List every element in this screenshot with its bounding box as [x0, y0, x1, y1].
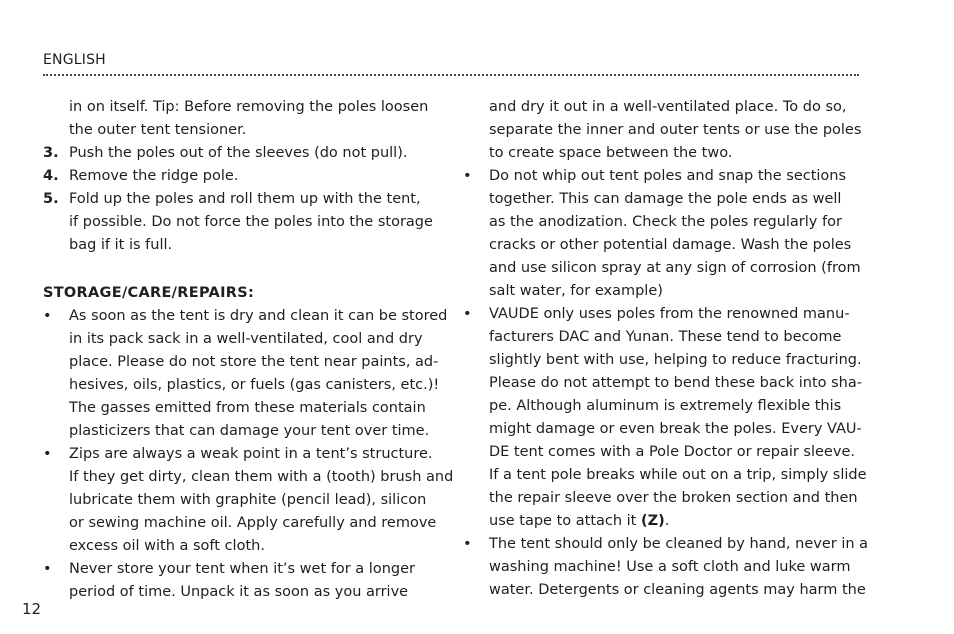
text-line: as the anodization. Check the poles regularly for: [489, 214, 842, 230]
continuation-text: [463, 96, 863, 165]
dotted-divider: [43, 74, 859, 76]
text-line: together. This can damage the pole ends as well: [489, 191, 842, 207]
right-column: [463, 96, 869, 602]
text-line: water. Detergents or cleaning agents may harm the: [489, 582, 866, 598]
text-line: excess oil with a soft cloth.: [69, 538, 265, 554]
bullet-item: [43, 305, 448, 443]
step-item-4: [43, 165, 443, 188]
text-line: If they get dirty, clean them with a (tooth) brush and: [69, 469, 454, 485]
bullet-item: [43, 558, 443, 604]
text-line: bag if it is full.: [69, 237, 173, 253]
text-line: slightly bent with use, helping to reduce fracturing.: [489, 352, 862, 368]
text-line: period of time. Unpack it as soon as you arrive: [69, 584, 409, 600]
figure-reference: (Z): [640, 513, 665, 529]
section-heading: STORAGE/CARE/REPAIRS:: [43, 285, 255, 301]
text-line: to create space between the two.: [489, 145, 733, 161]
text-line: and use silicon spray at any sign of corrosion (from: [489, 260, 861, 276]
text-line: if possible. Do not force the poles into the storage: [69, 214, 433, 230]
text-line: cracks or other potential damage. Wash the poles: [489, 237, 852, 253]
text-line: Remove the ridge pole.: [69, 168, 239, 184]
text-line: washing machine! Use a soft cloth and luke warm: [489, 559, 851, 575]
bullet-marker: •: [43, 446, 52, 462]
bullet-marker: •: [463, 536, 472, 552]
text-line: place. Please do not store the tent near paints, ad-: [69, 354, 439, 370]
text-line: salt water, for example): [489, 283, 663, 299]
step-number: 4.: [43, 168, 59, 184]
section-language-label: ENGLISH: [43, 52, 106, 68]
text-line: hesives, oils, plastics, or fuels (gas canisters, etc.)!: [69, 377, 440, 393]
step-item-3: [43, 142, 443, 165]
text-fragment: use tape to attach it: [489, 513, 641, 529]
bullet-marker: •: [43, 561, 52, 577]
text-line: Never store your tent when it’s wet for a longer: [69, 561, 415, 577]
text-line: The gasses emitted from these materials contain: [69, 400, 426, 416]
text-line: might damage or even break the poles. Every VAU-: [489, 421, 862, 437]
text-line: in on itself. Tip: Before removing the poles loosen: [69, 99, 429, 115]
step-number: 3.: [43, 145, 59, 161]
bullet-item: [463, 533, 869, 602]
text-line: Please do not attempt to bend these back into sha-: [489, 375, 862, 391]
bullet-item: [463, 165, 863, 303]
text-line: Do not whip out tent poles and snap the sections: [489, 168, 847, 184]
left-column: [43, 96, 454, 604]
text-fragment: .: [664, 513, 670, 529]
bullet-item: [43, 443, 454, 558]
text-line: plasticizers that can damage your tent over time.: [69, 423, 430, 439]
text-line: [489, 510, 863, 533]
bullet-marker: •: [463, 168, 472, 184]
bullet-marker: •: [43, 308, 52, 324]
bullet-marker: •: [463, 306, 472, 322]
text-line: lubricate them with graphite (pencil lead), silicon: [69, 492, 427, 508]
text-line: DE tent comes with a Pole Doctor or repair sleeve.: [489, 444, 855, 460]
bullet-item: [463, 303, 867, 533]
text-line: in its pack sack in a well-ventilated, cool and dry: [69, 331, 423, 347]
text-line: Push the poles out of the sleeves (do not pull).: [69, 145, 408, 161]
text-line: and dry it out in a well-ventilated place. To do so,: [489, 99, 847, 115]
text-line: As soon as the tent is dry and clean it can be stored: [69, 308, 448, 324]
page-number: 12: [22, 600, 42, 618]
continuation-text: [43, 96, 443, 142]
step-number: 5.: [43, 191, 59, 207]
text-line: pe. Although aluminum is extremely flexible this: [489, 398, 842, 414]
text-line: facturers DAC and Yunan. These tend to become: [489, 329, 842, 345]
text-line: separate the inner and outer tents or use the poles: [489, 122, 862, 138]
text-line: or sewing machine oil. Apply carefully and remove: [69, 515, 437, 531]
text-line: The tent should only be cleaned by hand, never in a: [489, 536, 869, 552]
text-line: If a tent pole breaks while out on a trip, simply slide: [489, 467, 867, 483]
text-line: Zips are always a weak point in a tent’s structure.: [69, 446, 433, 462]
text-line: Fold up the poles and roll them up with the tent,: [69, 191, 421, 207]
text-line: the outer tent tensioner.: [69, 122, 247, 138]
text-line: VAUDE only uses poles from the renowned manu-: [489, 306, 850, 322]
text-line: the repair sleeve over the broken section and then: [489, 490, 858, 506]
step-item-5: [43, 188, 443, 257]
